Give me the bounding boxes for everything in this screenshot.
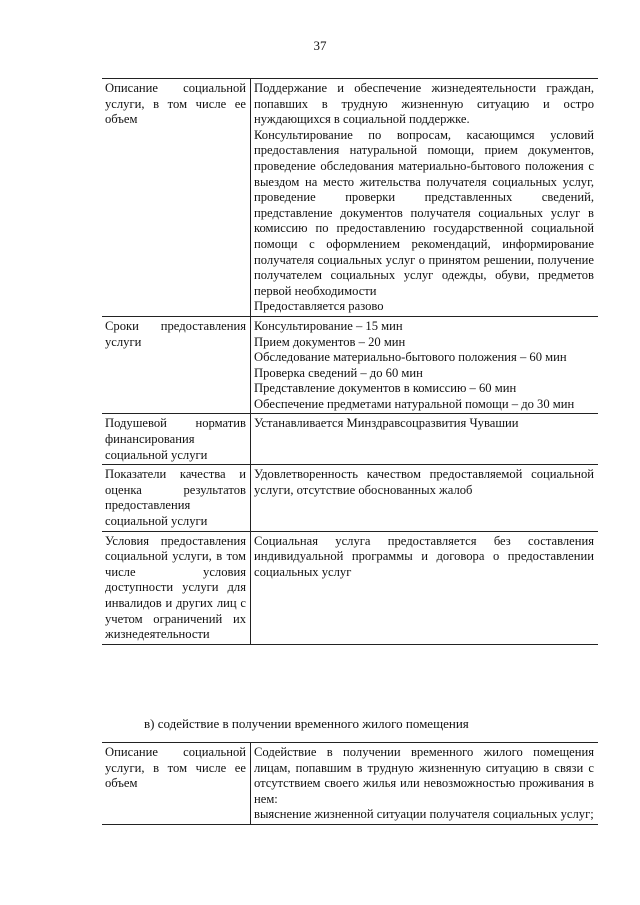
section-heading: в) содействие в получении временного жилого помещения [144, 716, 469, 731]
table-row [102, 465, 598, 531]
paragraph: Проверка сведений – до 60 мин [254, 365, 423, 380]
paragraph: Обследование материально-бытового положения – 60 мин [254, 350, 567, 365]
paragraph: Предоставляется разово [254, 299, 384, 314]
paragraph: Консультирование – 15 мин [254, 318, 403, 333]
service-table [102, 78, 598, 645]
paragraph: Удовлетворенность качеством предоставляемой социальной услуги, отсутствие обоснованных жалоб [254, 467, 594, 497]
row-label: Показатели качества и оценка результатов предоставления социальной услуги [102, 465, 251, 531]
table-row [102, 79, 598, 317]
row-label: Описание социальной услуги, в том числе ее объем [102, 79, 251, 317]
row-value [251, 79, 599, 317]
page-number: 37 [313, 38, 327, 53]
paragraph: Содействие в получении временного жилого помещения лицам, попавшим в трудную жизненную ситуацию в связи с отсутствием своего жилья или невозможностью проживания в нем: [254, 745, 594, 806]
paragraph: Социальная услуга предоставляется без составления индивидуальной программы и договора о предоставлении социальных услуг [254, 533, 594, 579]
row-value [251, 414, 599, 465]
service-table [102, 742, 598, 825]
table-row [102, 531, 598, 644]
paragraph: Представление документов в комиссию – 60 мин [254, 381, 517, 396]
paragraph: выяснение жизненной ситуации получателя социальных услуг; [254, 807, 594, 822]
paragraph: Консультирование по вопросам, касающимся условий предоставления натуральной помощи, прием документов, проведение обследования материально-бытового положения с выездом на место жительства получателя социальных услуг, проведение проверки представленных сведений, представление документов получателя социальных услуг в комиссию по предоставлению государственной социальной помощи с оформлением рекомендаций, информирование получателя социальных услуг о принятом решении, получение получателем социальных услуг одежды, обуви, предметов первой необходимости [254, 127, 594, 298]
table-row [102, 743, 598, 825]
row-value [251, 316, 599, 414]
table-row [102, 414, 598, 465]
table-row [102, 316, 598, 414]
row-label: Подушевой норматив финансирования социальной услуги [102, 414, 251, 465]
paragraph: Обеспечение предметами натуральной помощи – до 30 мин [254, 396, 575, 411]
paragraph: Поддержание и обеспечение жизнедеятельности граждан, попавших в трудную жизненную ситуацию и остро нуждающихся в социальной поддержке. [254, 81, 594, 127]
row-label: Описание социальной услуги, в том числе ее объем [102, 743, 251, 825]
paragraph: Устанавливается Минздравсоцразвития Чувашии [254, 416, 519, 431]
row-label: Сроки предоставления услуги [102, 316, 251, 414]
paragraph: Прием документов – 20 мин [254, 334, 406, 349]
row-value [251, 465, 599, 531]
row-value [251, 743, 599, 825]
row-value [251, 531, 599, 644]
row-label: Условия предоставления социальной услуги, в том числе условия доступности услуги для инвалидов и других лиц с учетом ограничений их жизнедеятельности [102, 531, 251, 644]
